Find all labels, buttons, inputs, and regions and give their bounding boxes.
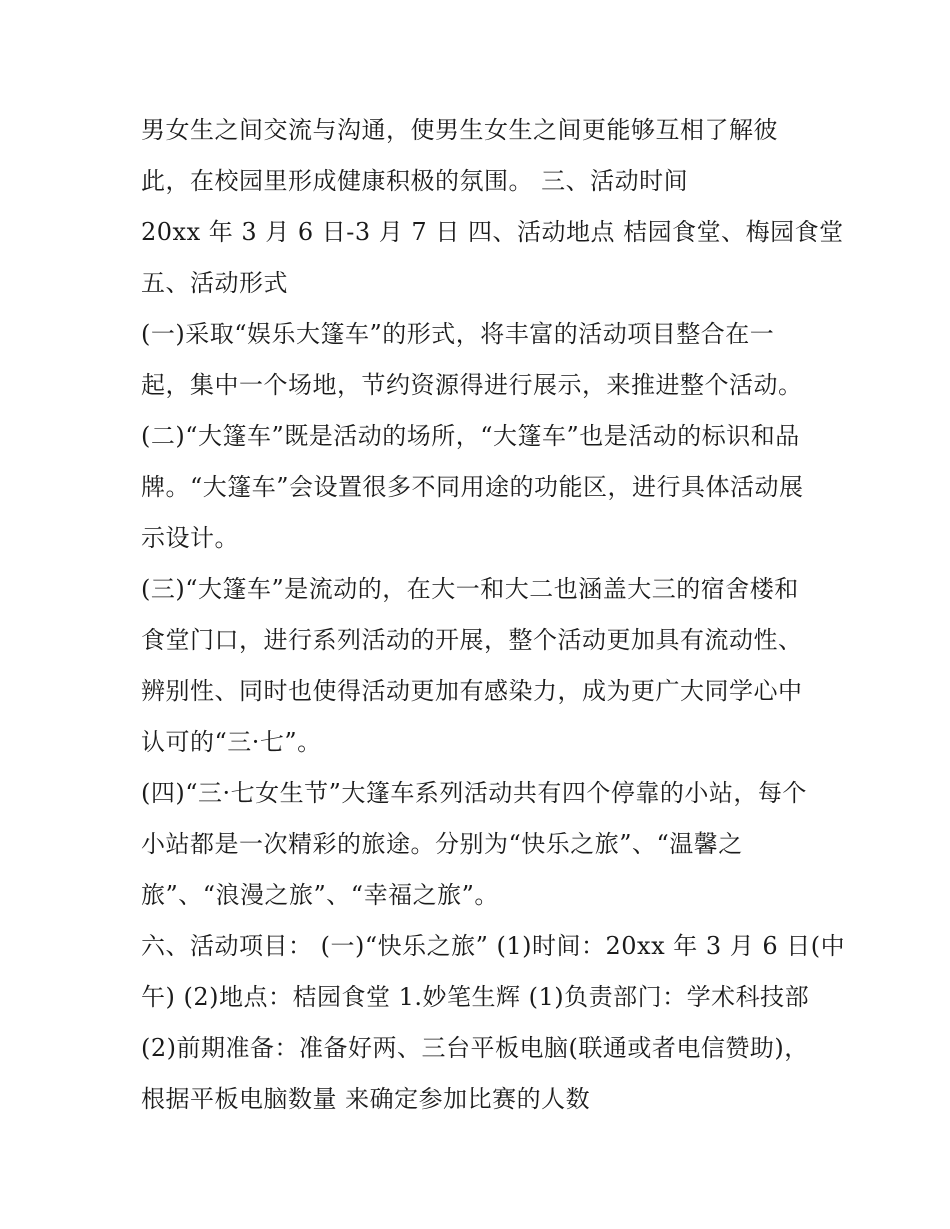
- text-line: 五、活动形式: [141, 269, 288, 297]
- body-text: [141, 105, 846, 1125]
- text-line: 认可的“三·七”。: [141, 728, 322, 756]
- text-line: 辨别性、同时也使得活动更加有感染力，成为更广大同学心中: [141, 677, 803, 705]
- text-line: 此，在校园里形成健康积极的氛围。 三、活动时间: [141, 167, 689, 195]
- text-line: 牌。“大篷车”会设置很多不同用途的功能区，进行具体活动展: [141, 473, 804, 501]
- text-line: 20xx 年 3 月 6 日-3 月 7 日 四、活动地点 桔园食堂、梅园食堂: [141, 218, 844, 246]
- text-line: 旅”、“浪漫之旅”、“幸福之旅”。: [141, 881, 499, 909]
- text-line: (一)采取“娱乐大篷车”的形式，将丰富的活动项目整合在一: [141, 320, 775, 348]
- text-line: (四)“三·七女生节”大篷车系列活动共有四个停靠的小站，每个: [141, 779, 807, 807]
- text-line: (2)前期准备：准备好两、三台平板电脑(联通或者电信赞助)，: [141, 1034, 809, 1062]
- text-line: (二)“大篷车”既是活动的场所，“大篷车”也是活动的标识和品: [141, 422, 800, 450]
- text-line: (三)“大篷车”是流动的，在大一和大二也涵盖大三的宿舍楼和: [141, 575, 799, 603]
- text-line: 起，集中一个场地，节约资源得进行展示，来推进整个活动。: [141, 371, 803, 399]
- text-line: 示设计。: [141, 524, 239, 552]
- text-line: 根据平板电脑数量 来确定参加比赛的人数: [141, 1085, 591, 1113]
- text-line: 男女生之间交流与沟通，使男生女生之间更能够互相了解彼: [141, 116, 778, 144]
- text-line: 午) (2)地点：桔园食堂 1.妙笔生辉 (1)负责部门：学术科技部: [141, 983, 810, 1011]
- text-line: 食堂门口，进行系列活动的开展，整个活动更加具有流动性、: [141, 626, 803, 654]
- text-line: 小站都是一次精彩的旅途。分别为“快乐之旅”、“温馨之: [141, 830, 743, 858]
- text-line: 六、活动项目： (一)“快乐之旅” (1)时间：20xx 年 3 月 6 日(中: [141, 932, 846, 960]
